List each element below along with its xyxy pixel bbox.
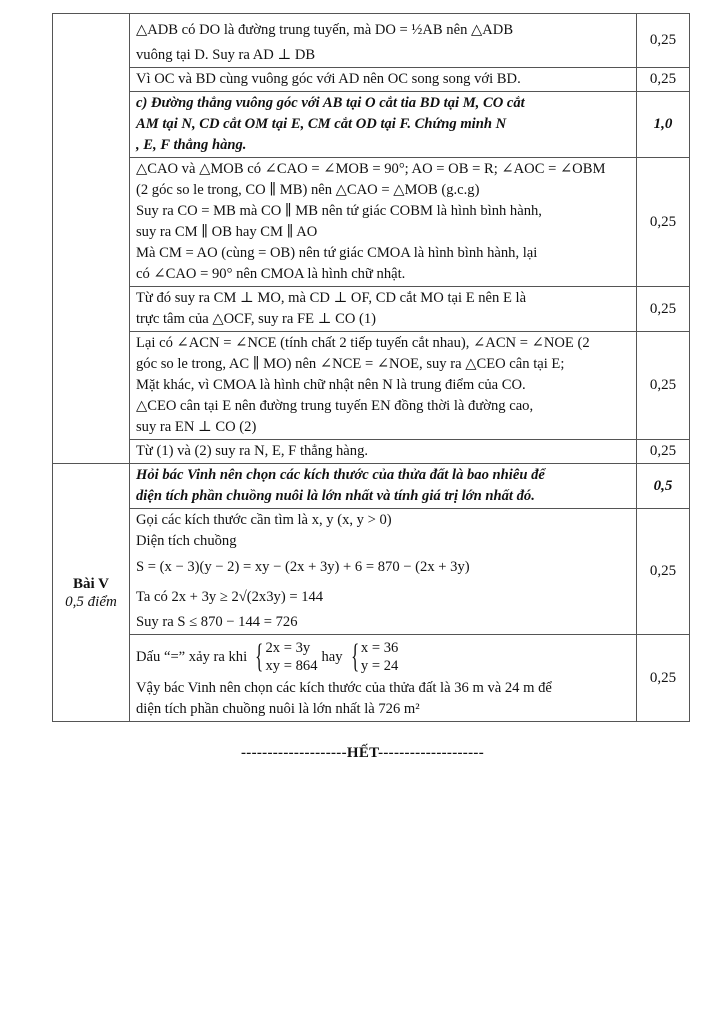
- question-header-c: [130, 92, 637, 158]
- end-marker: --------------------HẾT--------------------: [240, 745, 484, 761]
- solution-line: trực tâm của △OCF, suy ra FE ⊥ CO (1): [136, 311, 377, 327]
- section-title: Bài V: [73, 575, 109, 592]
- solution-line: Vì OC và BD cùng vuông góc với AD nên OC song song với BD.: [136, 71, 521, 87]
- table-row: [53, 635, 690, 722]
- solution-line: suy ra CM ∥ OB hay CM ∥ AO: [136, 224, 318, 240]
- equation-system-2: [347, 639, 399, 675]
- solution-line: Diện tích chuồng: [136, 533, 237, 549]
- table-row: [53, 158, 690, 287]
- score-cell: 0,25: [637, 509, 690, 635]
- table-row: [53, 509, 690, 635]
- solution-line: Gọi các kích thước cần tìm là x, y (x, y > 0): [136, 512, 392, 528]
- system-row: xy = 864: [265, 658, 318, 674]
- solution-line: diện tích phần chuồng nuôi là lớn nhất là 726 m²: [136, 701, 420, 717]
- solution-cell: [130, 440, 637, 464]
- solution-line: △CAO và △MOB có ∠CAO = ∠MOB = 90°; AO = OB = R; ∠AOC = ∠OBM: [136, 161, 606, 177]
- system-row: 2x = 3y: [265, 640, 311, 656]
- table-row: [53, 92, 690, 158]
- solution-line: Suy ra CO = MB mà CO ∥ MB nên tứ giác COBM là hình bình hành,: [136, 203, 542, 219]
- solution-cell: [130, 332, 637, 440]
- question-header-v: [130, 464, 637, 509]
- score-cell: 0,25: [637, 440, 690, 464]
- header-line: AM tại N, CD cắt OM tại E, CM cắt OD tại F. Chứng minh N: [136, 116, 507, 132]
- header-line: diện tích phần chuồng nuôi là lớn nhất và tính giá trị lớn nhất đó.: [136, 488, 535, 504]
- score-cell: 0,25: [637, 68, 690, 92]
- equality-condition: [136, 636, 630, 678]
- score-cell: 0,25: [637, 287, 690, 332]
- score-cell: 0,5: [637, 464, 690, 509]
- table-row: [53, 332, 690, 440]
- solution-line: góc so le trong, AC ∥ MO) nên ∠NCE = ∠NOE, suy ra △CEO cân tại E;: [136, 356, 565, 372]
- section-cell-bai-v: [53, 464, 130, 722]
- solution-cell: [130, 287, 637, 332]
- solution-line: △ADB có DO là đường trung tuyến, mà DO = ½AB nên △ADB: [136, 22, 514, 38]
- table-row: [53, 68, 690, 92]
- solution-cell: [130, 158, 637, 287]
- header-line: , E, F thẳng hàng.: [136, 137, 247, 153]
- hay-word: hay: [321, 648, 343, 665]
- table-row: [53, 464, 690, 509]
- brace-icon: {: [350, 638, 359, 675]
- score-cell: 0,25: [637, 635, 690, 722]
- solution-line: Lại có ∠ACN = ∠NCE (tính chất 2 tiếp tuyến cắt nhau), ∠ACN = ∠NOE (2: [136, 335, 590, 351]
- solution-line: vuông tại D. Suy ra AD ⊥ DB: [136, 47, 316, 63]
- brace-icon: {: [255, 638, 264, 675]
- solution-line: Ta có 2x + 3y ≥ 2√(2x3y) = 144: [136, 589, 324, 605]
- table-row: [53, 440, 690, 464]
- solution-line: Suy ra S ≤ 870 − 144 = 726: [136, 614, 298, 630]
- solution-line: suy ra EN ⊥ CO (2): [136, 419, 257, 435]
- solution-cell: [130, 509, 637, 635]
- score-cell: 0,25: [637, 158, 690, 287]
- section-cell-empty: [53, 14, 130, 464]
- answer-table: [52, 13, 690, 722]
- score-cell: 0,25: [637, 332, 690, 440]
- equation-system-1: [251, 639, 317, 675]
- equality-prefix: Dấu “=” xảy ra khi: [136, 648, 248, 665]
- solution-line: S = (x − 3)(y − 2) = xy − (2x + 3y) + 6 = 870 − (2x + 3y): [136, 559, 470, 575]
- system-row: y = 24: [360, 658, 399, 674]
- table-row: [53, 14, 690, 68]
- solution-line: (2 góc so le trong, CO ∥ MB) nên △CAO = △MOB (g.c.g): [136, 182, 480, 198]
- section-points: 0,5 điểm: [65, 593, 117, 610]
- solution-line: Mặt khác, vì CMOA là hình chữ nhật nên N là trung điểm của CO.: [136, 377, 526, 393]
- table-row: [53, 287, 690, 332]
- solution-line: Vậy bác Vinh nên chọn các kích thước của thửa đất là 36 m và 24 m để: [136, 680, 552, 696]
- solution-line: Mà CM = AO (cùng = OB) nên tứ giác CMOA là hình bình hành, lại: [136, 245, 538, 261]
- solution-cell: [130, 635, 637, 722]
- solution-line: Từ đó suy ra CM ⊥ MO, mà CD ⊥ OF, CD cắt MO tại E nên E là: [136, 290, 527, 306]
- solution-cell: [130, 68, 637, 92]
- system-row: x = 36: [360, 640, 399, 656]
- score-cell: 0,25: [637, 14, 690, 68]
- score-cell: 1,0: [637, 92, 690, 158]
- solution-line: △CEO cân tại E nên đường trung tuyến EN đồng thời là đường cao,: [136, 398, 534, 414]
- solution-line: Từ (1) và (2) suy ra N, E, F thẳng hàng.: [136, 443, 369, 459]
- header-line: c) Đường thẳng vuông góc với AB tại O cắt tia BD tại M, CO cắt: [136, 95, 525, 111]
- solution-cell: [130, 14, 637, 68]
- solution-line: có ∠CAO = 90° nên CMOA là hình chữ nhật.: [136, 266, 406, 282]
- header-line: Hỏi bác Vinh nên chọn các kích thước của thửa đất là bao nhiêu để: [136, 467, 545, 483]
